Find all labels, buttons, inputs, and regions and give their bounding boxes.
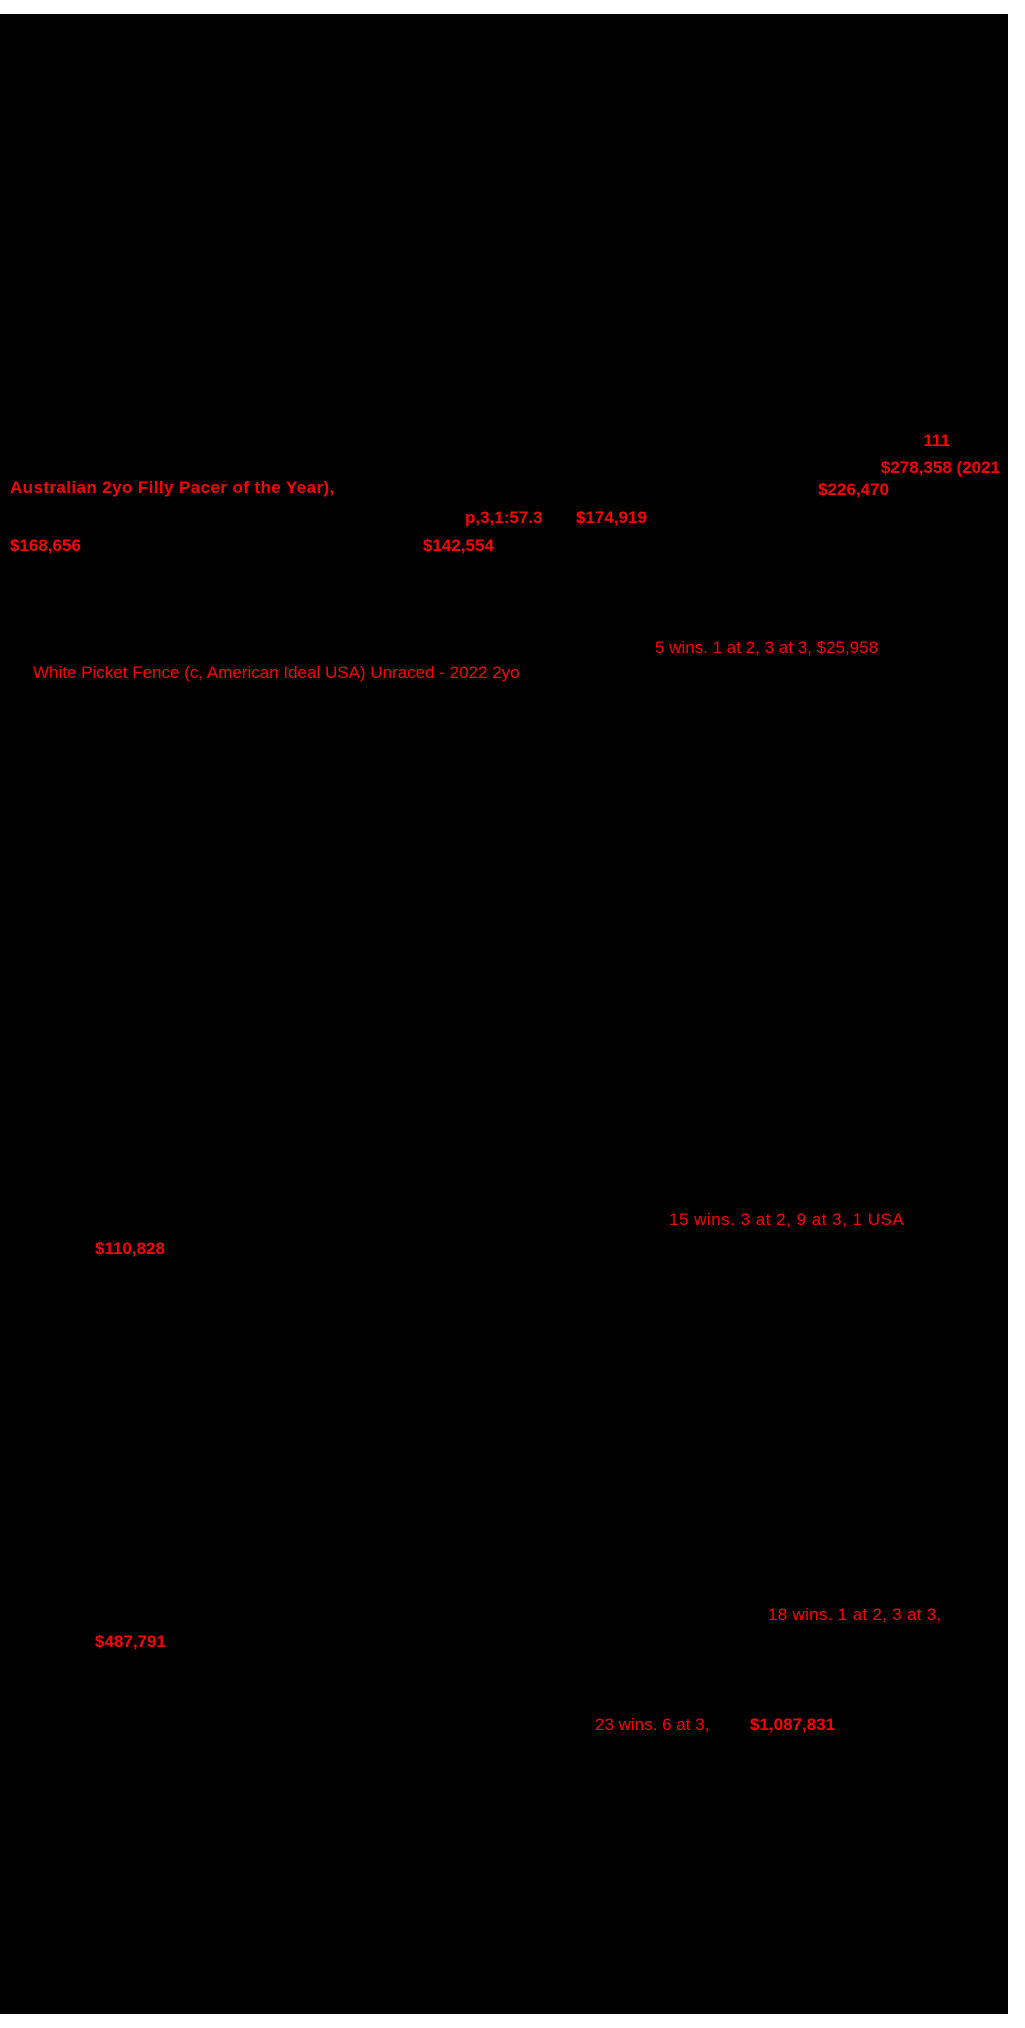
- text-fragment-wins-summary-4: 23 wins. 6 at 3,: [595, 1715, 715, 1734]
- text-fragment-wins-summary-3: 18 wins. 1 at 2, 3 at 3,: [768, 1605, 942, 1624]
- text-fragment-earnings-226470: $226,470: [818, 480, 889, 499]
- document-canvas: [0, 14, 1008, 2014]
- text-fragment-earnings-2021: $278,358 (2021: [880, 458, 1000, 477]
- text-fragment-earnings-1087831: $1,087,831: [750, 1715, 836, 1734]
- text-fragment-rating: 111: [923, 431, 950, 450]
- text-fragment-award-title: Australian 2yo Filly Pacer of the Year),: [10, 478, 335, 497]
- text-fragment-earnings-174919: $174,919: [576, 508, 647, 527]
- text-fragment-wins-summary-1: 5 wins. 1 at 2, 3 at 3, $25,958: [655, 638, 879, 657]
- text-fragment-earnings-142554: $142,554: [423, 536, 494, 555]
- text-fragment-earnings-168656: $168,656: [10, 536, 81, 555]
- text-fragment-record-p3: p,3,1:57.3: [465, 508, 543, 527]
- text-fragment-progeny-white-picket-fence: White Picket Fence (c, American Ideal USA) Unraced - 2022 2yo: [33, 663, 520, 682]
- text-fragment-wins-summary-2: 15 wins. 3 at 2, 9 at 3, 1 USA: [669, 1210, 905, 1229]
- text-fragment-earnings-110828: $110,828: [95, 1239, 165, 1258]
- text-fragment-earnings-487791: $487,791: [95, 1632, 166, 1651]
